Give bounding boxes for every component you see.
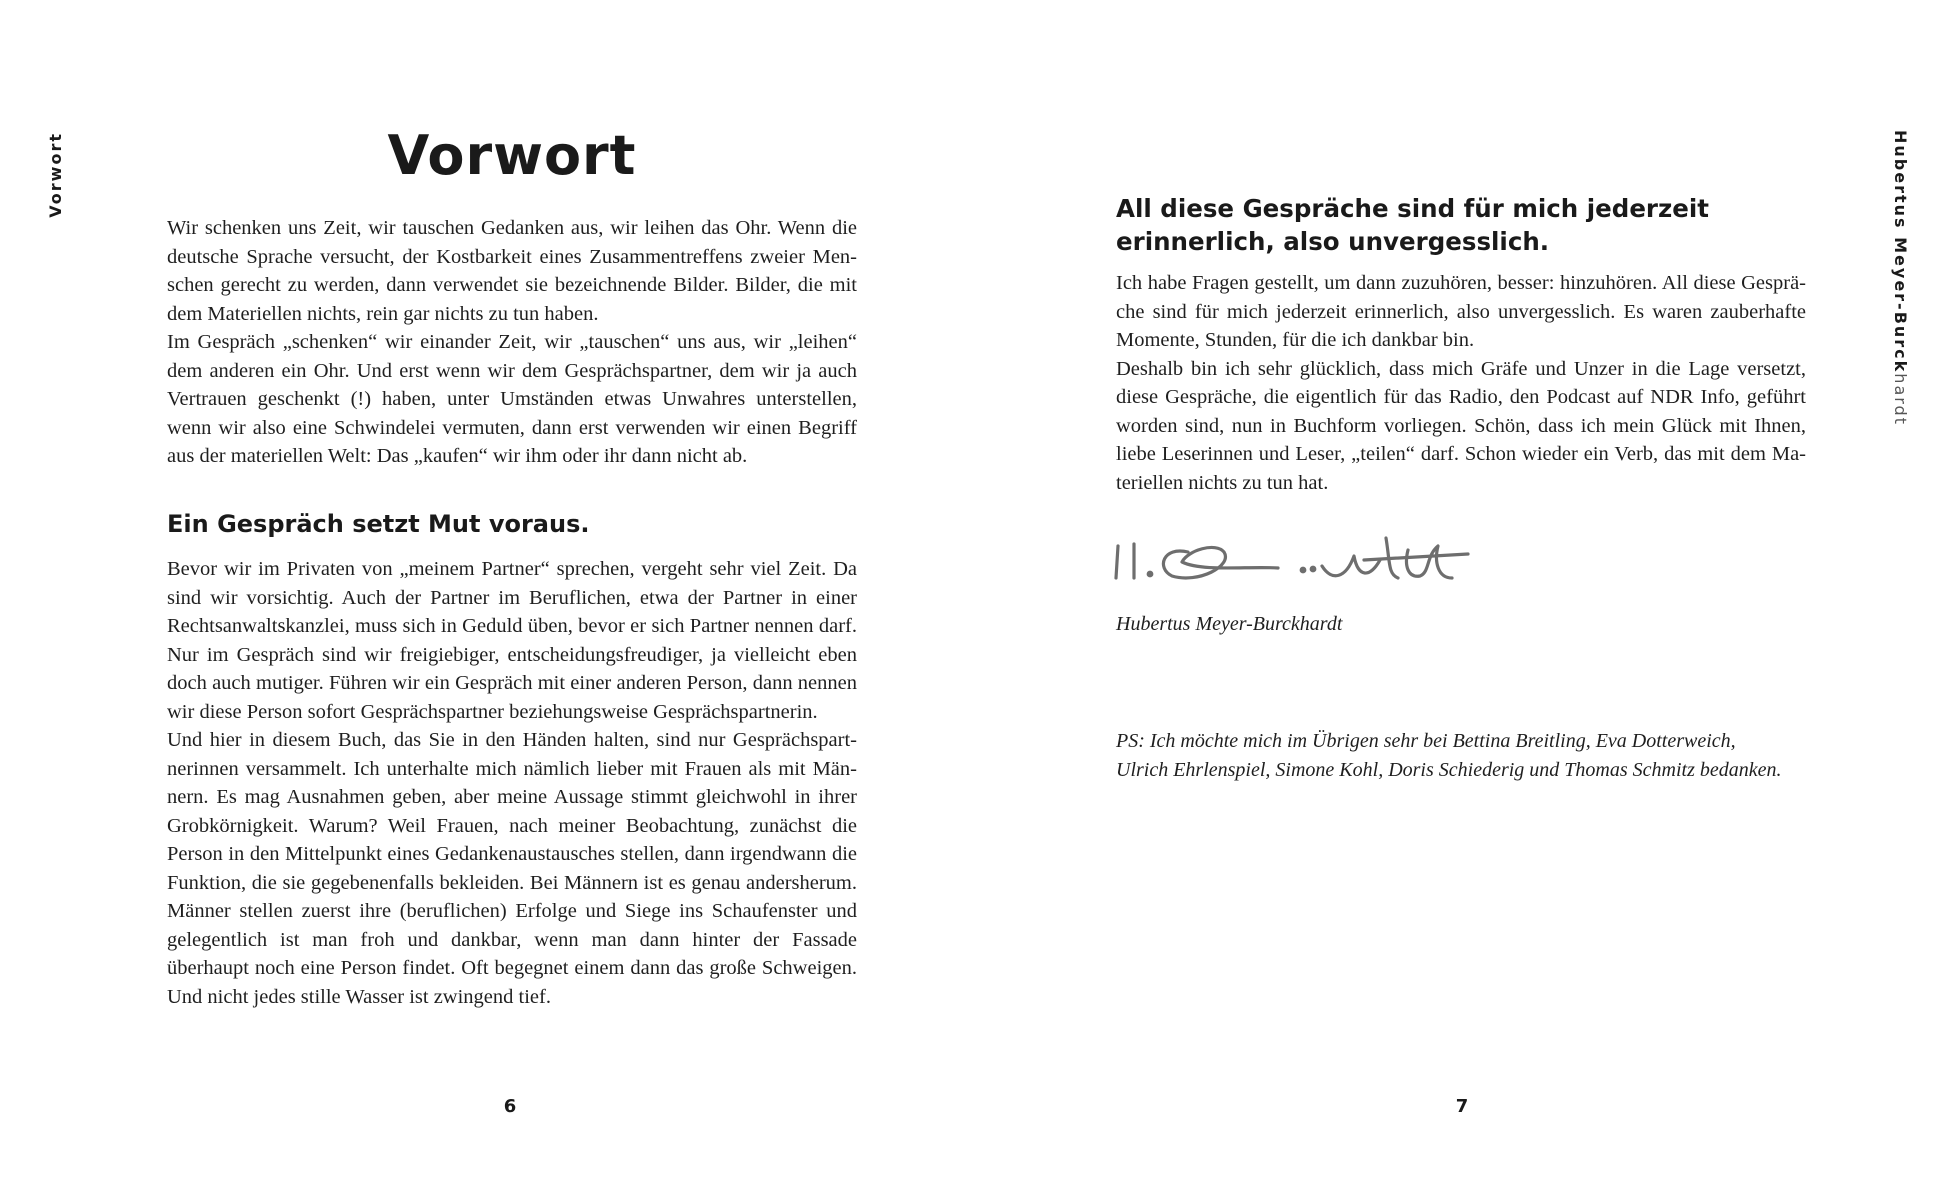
closing-text-block xyxy=(1116,269,1806,497)
running-head-right xyxy=(1891,130,1910,426)
handwritten-signature xyxy=(1108,516,1528,612)
intro-text-block xyxy=(167,214,857,471)
section-text-block xyxy=(167,555,857,1011)
running-head-name: Hubertus Meyer-Burck xyxy=(1891,130,1910,374)
section-heading: All diese Gespräche sind für mich jederzeit erinnerlich, also unvergesslich. xyxy=(1116,194,1710,256)
right-page xyxy=(974,0,1948,1181)
paragraph: Bevor wir im Privaten von „meinem Partner“ sprechen, vergeht sehr viel Zeit. Da sind wir vorsichtig. Auch der Partner im Beruflichen, etwa der Partner in einer Rechtsanwaltskanzlei, muss sich in Geduld üben, bevor er sich Partner nennen darf. Nur im Gespräch sind wir freigiebiger, entscheidungsfreudiger, ja vielleicht eben doch auch mutiger. Führen wir ein Gespräch mit einer anderen Person, dann nennen wir diese Person sofort Gesprächspartner beziehungsweise Gesprächspartnerin. xyxy=(167,558,857,723)
paragraph: Im Gespräch „schenken“ wir einander Zeit, wir „tauschen“ uns aus, wir „leihen“ dem anderen ein Ohr. Und erst wenn wir dem Gesprächspartner, dem wir ja auch Vertrauen geschenkt (!) haben, unter Umständen etwas Unwahres unterstellen, wenn wir also eine Schwindelei vermuten, dann erst verwenden wir einen Begriff aus der materiellen Welt: Das „kaufen“ wir ihm oder ihr dann nicht ab. xyxy=(167,331,857,467)
paragraph: Ich habe Fragen gestellt, um dann zuzuhören, besser: hinzuhören. All diese Gespräche sind für mich jederzeit erinnerlich, also unvergesslich. Es waren zauberhafte Momente, Stunden, für die ich dankbar bin. xyxy=(1116,272,1806,351)
page-number: 7 xyxy=(1455,1096,1469,1117)
paragraph: Wir schenken uns Zeit, wir tauschen Gedanken aus, wir leihen das Ohr. Wenn die deutsche Sprache versucht, der Kostbarkeit eines Zusammentreffens zweier Menschen gerecht zu werden, dann verwendet sie bezeichnende Bilder. Bilder, die mit dem Materiellen nichts, rein gar nichts zu tun haben. xyxy=(167,217,857,325)
paragraph: Deshalb bin ich sehr glücklich, dass mich Gräfe und Unzer in die Lage versetzt, diese Gespräche, die eigentlich für das Radio, den Podcast auf NDR Info, geführt worden sind, nun in Buchform vorliegen. Schön, dass ich mein Glück mit Ihnen, liebe Leserinnen und Leser, „teilen“ darf. Schon wieder ein Verb, das mit dem Materiellen nichts zu tun hat. xyxy=(1116,357,1806,494)
signature-name: Hubertus Meyer-Burckhardt xyxy=(1116,613,1343,635)
paragraph: Und hier in diesem Buch, das Sie in den Händen halten, sind nur Gesprächspartnerinnen versammelt. Ich unterhalte mich nämlich lieber mit Frauen als mit Männern. Es mag Ausnahmen geben, aber meine Aussage stimmt gleichwohl in ihrer Grobkörnigkeit. Warum? Weil Frauen, nach meiner Beobachtung, zunächst die Person in den Mittelpunkt eines Gedankenaustausches stellen, dann irgendwann die Funktion, die sie gegebenenfalls bekleiden. Bei Männern ist es genau andersherum. Männer stellen zuerst ihre (beruflichen) Erfolge und Siege ins Schaufenster und gelegentlich ist man froh und dankbar, wenn man dann hinter der Fassade überhaupt noch eine Person findet. Oft begegnet einem dann das große Schweigen. Und nicht jedes stille Wasser ist zwingend tief. xyxy=(167,729,857,1008)
postscript xyxy=(1116,727,1836,784)
page-number: 6 xyxy=(503,1096,517,1117)
postscript-line: PS: Ich möchte mich im Übrigen sehr bei Bettina Breitling, Eva Dotterweich, xyxy=(1116,730,1736,752)
section-heading: Ein Gespräch setzt Mut voraus. xyxy=(167,510,590,538)
page-title: Vorwort xyxy=(387,124,637,187)
postscript-line: Ulrich Ehrlenspiel, Simone Kohl, Doris Schiederig und Thomas Schmitz bedanken. xyxy=(1116,758,1782,781)
running-head-left: Vorwort xyxy=(46,132,65,218)
running-head-name-end: hardt xyxy=(1891,373,1910,426)
